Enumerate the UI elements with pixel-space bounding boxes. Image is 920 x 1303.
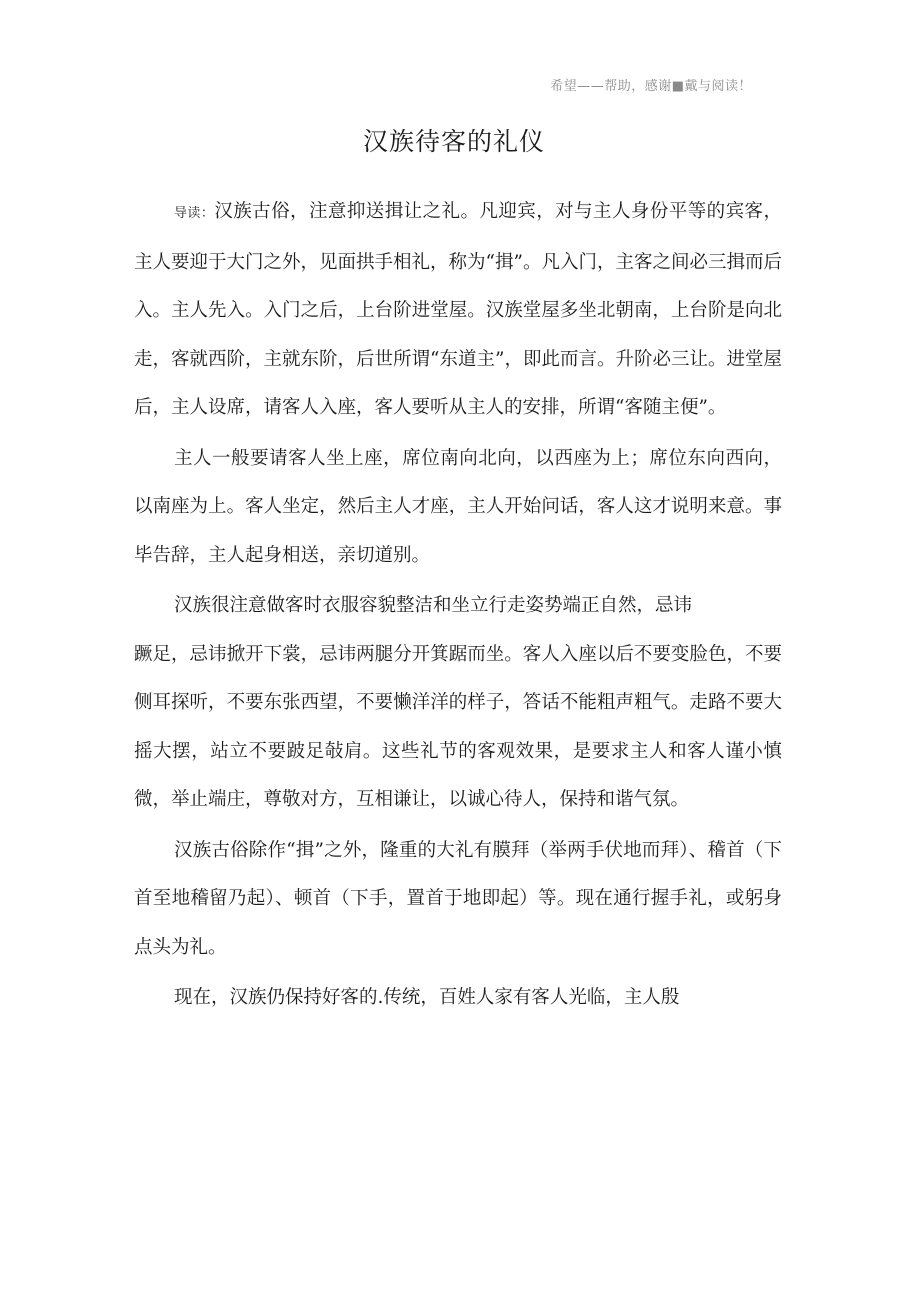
paragraph-intro	[134, 188, 782, 433]
paragraph-text: 汉族古俗，注意抑送揖让之礼。凡迎宾，对与主人身份平等的宾客，主人要迎于大门之外，见面拱手相礼，称为“揖”。凡入门，主客之间必三揖而后入。主人先入。入门之后，上台阶进堂屋。汉族堂屋多坐北朝南，上台阶是向北走，客就西阶，主就东阶，后世所谓“东道主”，即此而言。升阶必三让。进堂屋后，主人设席，请客人入座，客人要听从主人的安排，所谓“客随主便”。	[134, 201, 782, 418]
document-body	[134, 188, 782, 1025]
paragraph-hospitality: 现在，汉族仍保持好客的.传统，百姓人家有客人光临，主人殷	[174, 987, 680, 1008]
paragraph-salutes: 汉族古俗除作“揖”之外，隆重的大礼有膜拜（举两手伏地而拜）、稽首（下首至地稽留乃起）、顿首（下手，置首于地即起）等。现在通行握手礼，或躬身点头为礼。	[134, 839, 782, 958]
lead-label: 导读：	[174, 206, 215, 221]
header-note: 希望——帮助，感谢■戴与阅读！	[550, 79, 752, 94]
paragraph-seating: 主人一般要请客人坐上座，席位南向北向，以西座为上；席位东向西向，以南座为上。客人坐定，然后主人才座，主人开始问话，客人这才说明来意。事毕告辞，主人起身相送，亲切道别。	[134, 447, 782, 566]
document-title: 汉族待客的礼仪	[362, 127, 545, 156]
paragraph-conduct: 蹶足，忌讳掀开下裳，忌讳两腿分开箕踞而坐。客人入座以后不要变脸色，不要侧耳探听，不要东张西望，不要懒洋洋的样子，答话不能粗声粗气。走路不要大摇大摆，站立不要跛足敧肩。这些礼节的客观效果，是要求主人和客人谨小慎微，举止端庄，尊敬对方，互相谦让，以诚心待人，保持和谐气氛。	[134, 643, 782, 810]
paragraph-conduct-start: 汉族很注意做客时衣服容貌整洁和坐立行走姿势端正自然，忌讳	[174, 595, 693, 616]
